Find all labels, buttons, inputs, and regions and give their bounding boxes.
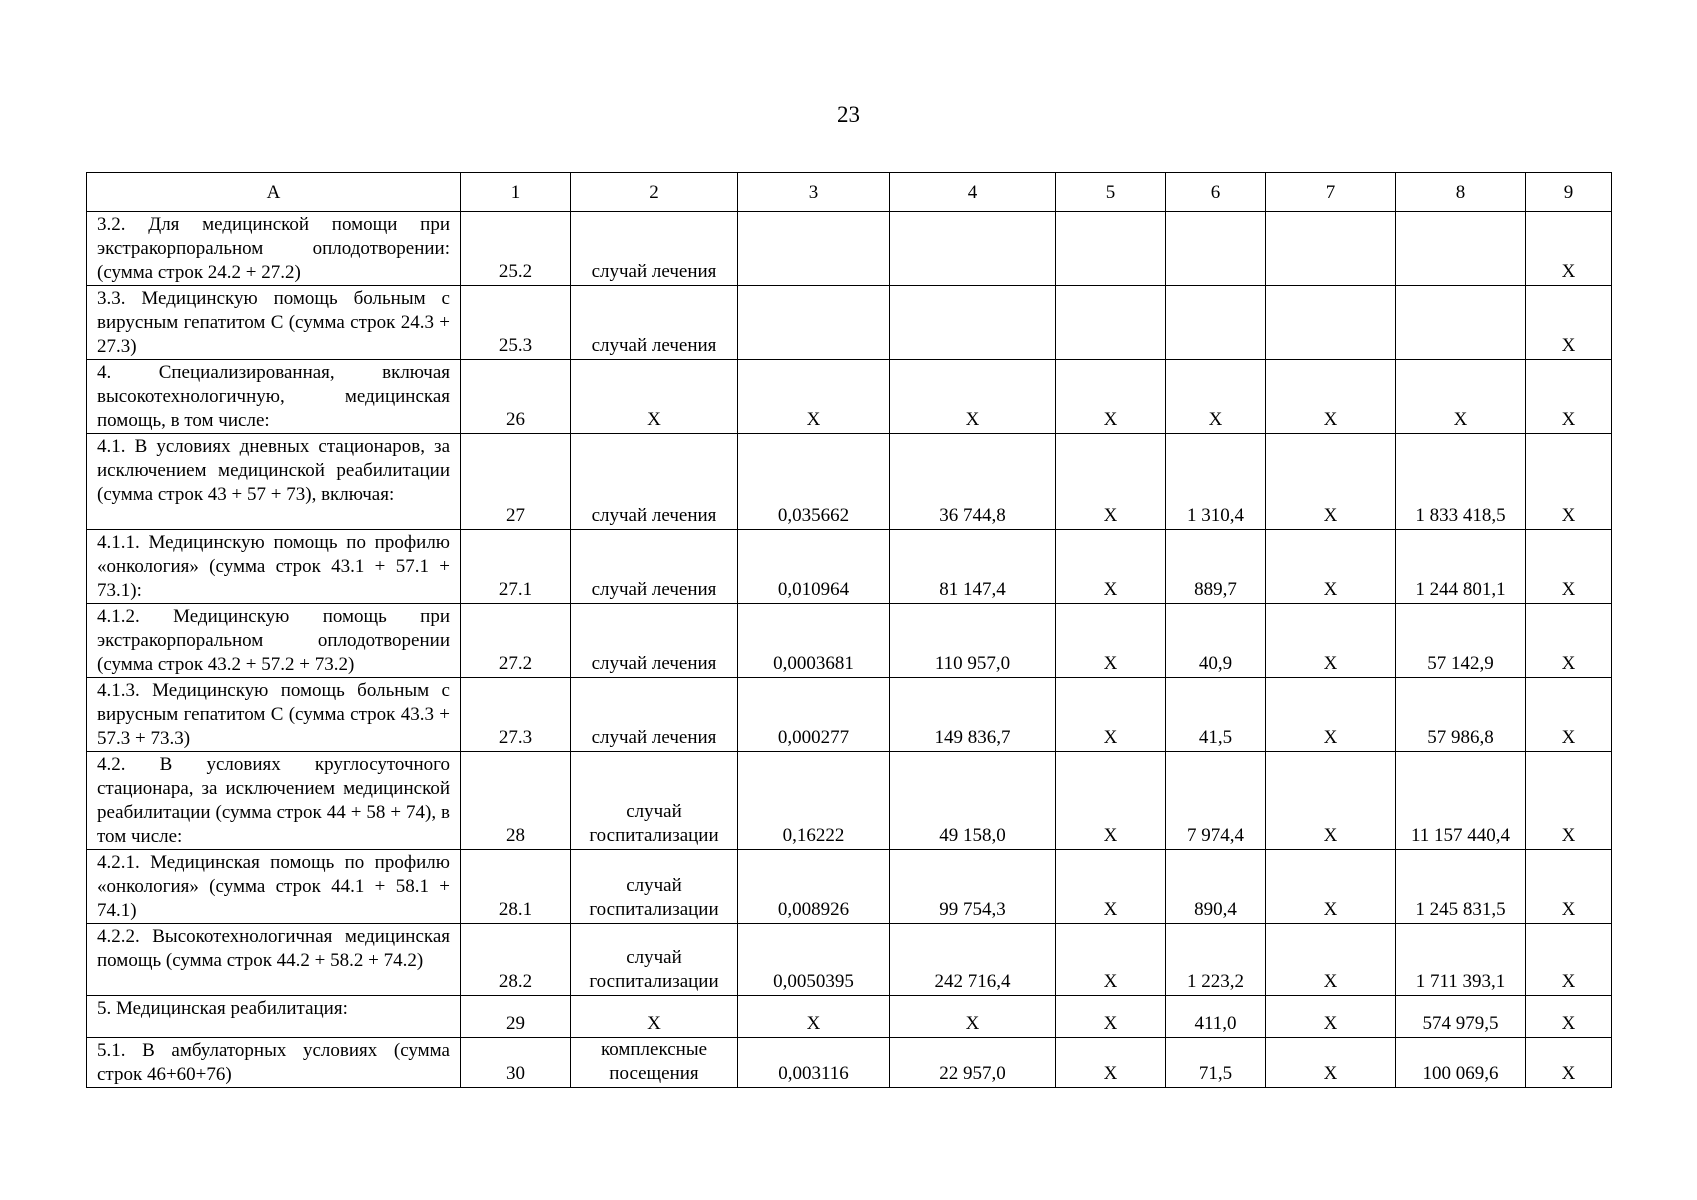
- value-cell: [1166, 286, 1266, 360]
- value-cell: Х: [1056, 678, 1166, 752]
- value-cell: Х: [1266, 678, 1396, 752]
- value-cell: Х: [890, 360, 1056, 434]
- unit-line: случай: [626, 801, 682, 822]
- value-cell: Х: [1526, 286, 1612, 360]
- value-cell: Х: [890, 996, 1056, 1038]
- value-cell: 1 833 418,5: [1396, 434, 1526, 530]
- row-label: 5. Медицинская реабилитация:: [87, 996, 461, 1038]
- table-row: [87, 286, 1612, 360]
- value-cell: 1 244 801,1: [1396, 530, 1526, 604]
- value-cell: Х: [1056, 850, 1166, 924]
- row-number-cell: 27.3: [461, 678, 571, 752]
- row-label: 4.2.1. Медицинская помощь по профилю «онкология» (сумма строк 44.1 + 58.1 + 74.1): [87, 850, 461, 924]
- value-cell: Х: [1266, 1038, 1396, 1088]
- value-cell: Х: [1056, 360, 1166, 434]
- table-header: [87, 173, 1612, 212]
- header-cell: 8: [1396, 173, 1526, 212]
- value-cell: 110 957,0: [890, 604, 1056, 678]
- table-row: [87, 434, 1612, 530]
- row-number-cell: 27.2: [461, 604, 571, 678]
- header-cell: 4: [890, 173, 1056, 212]
- value-cell: 574 979,5: [1396, 996, 1526, 1038]
- value-cell: Х: [1056, 604, 1166, 678]
- value-cell: Х: [1056, 1038, 1166, 1088]
- header-cell: 3: [738, 173, 890, 212]
- value-cell: 0,008926: [738, 850, 890, 924]
- unit-cell: случай лечения: [571, 678, 738, 752]
- value-cell: [1056, 286, 1166, 360]
- unit-line: случай: [626, 875, 682, 896]
- table-row: [87, 212, 1612, 286]
- row-label: 4.2. В условиях круглосуточного стационара, за исключением медицинской реабилитации (сумма строк 44 + 58 + 74), в том числе:: [87, 752, 461, 850]
- value-cell: 889,7: [1166, 530, 1266, 604]
- value-cell: 0,003116: [738, 1038, 890, 1088]
- unit-line: госпитализации: [589, 825, 719, 846]
- value-cell: Х: [1526, 678, 1612, 752]
- value-cell: 71,5: [1166, 1038, 1266, 1088]
- row-label: 4.1.1. Медицинскую помощь по профилю «онкология» (сумма строк 43.1 + 57.1 + 73.1):: [87, 530, 461, 604]
- header-cell: А: [87, 173, 461, 212]
- value-cell: 0,000277: [738, 678, 890, 752]
- value-cell: 11 157 440,4: [1396, 752, 1526, 850]
- value-cell: Х: [1056, 996, 1166, 1038]
- row-label: 3.2. Для медицинской помощи при экстракорпоральном оплодотворении: (сумма строк 24.2 + 27.2): [87, 212, 461, 286]
- unit-cell: Х: [571, 996, 738, 1038]
- table-row: [87, 850, 1612, 924]
- value-cell: Х: [1526, 360, 1612, 434]
- unit-cell: [571, 1038, 738, 1088]
- row-number-cell: 27: [461, 434, 571, 530]
- table-row: [87, 1038, 1612, 1088]
- table-row: [87, 924, 1612, 996]
- value-cell: [1396, 212, 1526, 286]
- value-cell: 1 223,2: [1166, 924, 1266, 996]
- row-number-cell: 30: [461, 1038, 571, 1088]
- row-label: 4.1.2. Медицинскую помощь при экстракорпоральном оплодотворении (сумма строк 43.2 + 57.2 + 73.2): [87, 604, 461, 678]
- value-cell: Х: [1526, 850, 1612, 924]
- unit-line: госпитализации: [589, 899, 719, 920]
- unit-line: посещения: [609, 1063, 699, 1084]
- row-number-cell: 28: [461, 752, 571, 850]
- value-cell: 0,0050395: [738, 924, 890, 996]
- value-cell: Х: [1266, 996, 1396, 1038]
- row-number-cell: 25.2: [461, 212, 571, 286]
- value-cell: 41,5: [1166, 678, 1266, 752]
- unit-cell: случай лечения: [571, 434, 738, 530]
- value-cell: 57 986,8: [1396, 678, 1526, 752]
- unit-cell: случай лечения: [571, 604, 738, 678]
- value-cell: 0,16222: [738, 752, 890, 850]
- unit-line: комплексные: [600, 1039, 708, 1060]
- value-cell: Х: [1266, 360, 1396, 434]
- header-cell: 7: [1266, 173, 1396, 212]
- value-cell: Х: [1266, 604, 1396, 678]
- table-row: [87, 530, 1612, 604]
- value-cell: 0,035662: [738, 434, 890, 530]
- row-number-cell: 28.2: [461, 924, 571, 996]
- value-cell: Х: [1056, 434, 1166, 530]
- value-cell: 22 957,0: [890, 1038, 1056, 1088]
- table-row: [87, 360, 1612, 434]
- value-cell: [738, 212, 890, 286]
- value-cell: Х: [1266, 924, 1396, 996]
- value-cell: [1266, 286, 1396, 360]
- value-cell: Х: [1526, 752, 1612, 850]
- value-cell: 1 245 831,5: [1396, 850, 1526, 924]
- value-cell: 890,4: [1166, 850, 1266, 924]
- value-cell: Х: [1526, 434, 1612, 530]
- row-number-cell: 27.1: [461, 530, 571, 604]
- value-cell: 100 069,6: [1396, 1038, 1526, 1088]
- value-cell: Х: [1266, 850, 1396, 924]
- row-label: 5.1. В амбулаторных условиях (сумма строк 46+60+76): [87, 1038, 461, 1088]
- header-cell: 1: [461, 173, 571, 212]
- unit-cell: [571, 850, 738, 924]
- table-row: [87, 678, 1612, 752]
- row-label: 4.1.3. Медицинскую помощь больным с вирусным гепатитом С (сумма строк 43.3 + 57.3 + 73.3): [87, 678, 461, 752]
- row-label: 4.2.2. Высокотехнологичная медицинская помощь (сумма строк 44.2 + 58.2 + 74.2): [87, 924, 461, 996]
- value-cell: Х: [1266, 752, 1396, 850]
- value-cell: 0,010964: [738, 530, 890, 604]
- value-cell: Х: [1056, 752, 1166, 850]
- unit-cell: Х: [571, 360, 738, 434]
- table-body: [87, 212, 1612, 1088]
- value-cell: 99 754,3: [890, 850, 1056, 924]
- value-cell: 149 836,7: [890, 678, 1056, 752]
- value-cell: [890, 212, 1056, 286]
- header-cell: 5: [1056, 173, 1166, 212]
- value-cell: Х: [1266, 530, 1396, 604]
- value-cell: Х: [1166, 360, 1266, 434]
- value-cell: Х: [1526, 604, 1612, 678]
- unit-cell: случай лечения: [571, 212, 738, 286]
- value-cell: 49 158,0: [890, 752, 1056, 850]
- header-row: [87, 173, 1612, 212]
- value-cell: Х: [738, 360, 890, 434]
- row-label: 4.1. В условиях дневных стационаров, за исключением медицинской реабилитации (сумма строк 43 + 57 + 73), включая:: [87, 434, 461, 530]
- value-cell: 0,0003681: [738, 604, 890, 678]
- row-number-cell: 25.3: [461, 286, 571, 360]
- value-cell: Х: [1526, 212, 1612, 286]
- row-label: 3.3. Медицинскую помощь больным с вирусным гепатитом С (сумма строк 24.3 + 27.3): [87, 286, 461, 360]
- value-cell: 7 974,4: [1166, 752, 1266, 850]
- value-cell: 1 711 393,1: [1396, 924, 1526, 996]
- table-row: [87, 604, 1612, 678]
- value-cell: [1166, 212, 1266, 286]
- value-cell: 81 147,4: [890, 530, 1056, 604]
- header-cell: 2: [571, 173, 738, 212]
- table-row: [87, 996, 1612, 1038]
- header-cell: 6: [1166, 173, 1266, 212]
- value-cell: Х: [1526, 530, 1612, 604]
- row-number-cell: 29: [461, 996, 571, 1038]
- value-cell: Х: [1396, 360, 1526, 434]
- value-cell: Х: [1526, 996, 1612, 1038]
- unit-cell: [571, 752, 738, 850]
- value-cell: Х: [1526, 1038, 1612, 1088]
- row-number-cell: 26: [461, 360, 571, 434]
- data-table: [86, 172, 1612, 1088]
- value-cell: Х: [1526, 924, 1612, 996]
- value-cell: [738, 286, 890, 360]
- value-cell: 1 310,4: [1166, 434, 1266, 530]
- page-number: 23: [837, 102, 860, 127]
- value-cell: Х: [1056, 924, 1166, 996]
- header-cell: 9: [1526, 173, 1612, 212]
- value-cell: Х: [1056, 530, 1166, 604]
- unit-line: случай: [626, 947, 682, 968]
- value-cell: 36 744,8: [890, 434, 1056, 530]
- value-cell: 57 142,9: [1396, 604, 1526, 678]
- value-cell: [890, 286, 1056, 360]
- row-label: 4. Специализированная, включая высокотехнологичную, медицинская помощь, в том числе:: [87, 360, 461, 434]
- value-cell: [1266, 212, 1396, 286]
- value-cell: Х: [738, 996, 890, 1038]
- row-number-cell: 28.1: [461, 850, 571, 924]
- value-cell: 242 716,4: [890, 924, 1056, 996]
- table-row: [87, 752, 1612, 850]
- unit-cell: случай лечения: [571, 286, 738, 360]
- unit-line: госпитализации: [589, 971, 719, 992]
- unit-cell: случай лечения: [571, 530, 738, 604]
- value-cell: 411,0: [1166, 996, 1266, 1038]
- unit-cell: [571, 924, 738, 996]
- value-cell: Х: [1266, 434, 1396, 530]
- value-cell: 40,9: [1166, 604, 1266, 678]
- value-cell: [1056, 212, 1166, 286]
- value-cell: [1396, 286, 1526, 360]
